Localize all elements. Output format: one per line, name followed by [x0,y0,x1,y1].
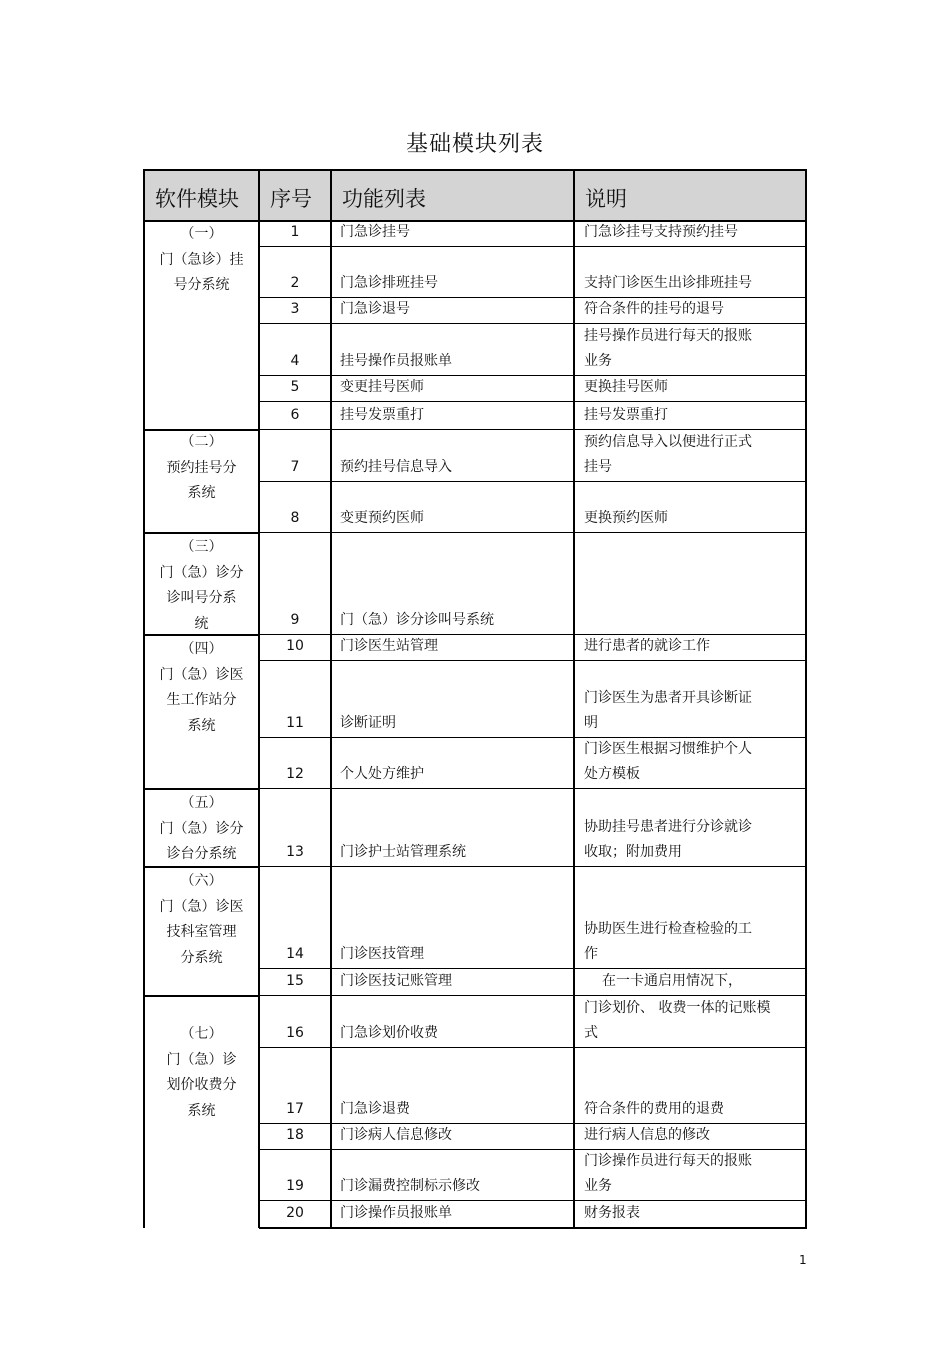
module-name-line: 预约挂号分 [166,459,237,476]
module-name-line: 门（急）诊医 [159,898,244,915]
row-number: 7 [290,459,300,475]
table-border-vertical [805,220,807,1228]
row-function: 门急诊退费 [340,1101,410,1117]
row-function: 变更挂号医师 [340,379,424,395]
description-line: 符合条件的费用的退费 [584,1101,724,1117]
row-description [584,1200,804,1227]
description-line: 明 [584,715,598,731]
row-number: 9 [290,612,300,628]
module-group-border [144,995,259,997]
row-description [584,788,804,866]
module-name [145,430,258,507]
module-name-line: 门（急）诊分 [159,820,244,837]
row-number: 6 [290,407,300,423]
header-description: 说明 [573,169,807,222]
page-number: 1 [799,1253,807,1267]
module-name-line: （三） [180,539,223,555]
module-name-line: 分系统 [180,949,223,966]
row-number: 14 [286,946,304,962]
row-number: 5 [290,379,300,395]
module-name [145,791,258,868]
row-function: 挂号发票重打 [340,407,424,423]
description-line: 预约信息导入以便进行正式 [584,434,752,450]
row-number: 15 [286,973,304,989]
module-name [145,869,258,971]
module-name-line: 统 [194,615,209,632]
row-description [584,323,804,375]
description-line: 挂号发票重打 [584,407,668,423]
description-line: 进行病人信息的修改 [584,1127,710,1143]
description-line: 进行患者的就诊工作 [584,638,710,654]
table-border-vertical [573,220,575,1228]
row-description [584,1149,804,1200]
module-name-line: 系统 [187,1102,216,1119]
module-name-line: 门（急）诊 [166,1051,237,1068]
row-number: 17 [286,1101,304,1117]
description-line: 财务报表 [584,1205,640,1221]
module-name [145,535,258,637]
row-description [584,660,804,737]
row-number: 13 [286,844,304,860]
description-line: 在一卡通启用情况下， [602,973,742,989]
module-name [145,222,258,299]
header-no: 序号 [258,169,332,222]
row-function: 门急诊退号 [340,301,410,317]
description-line: 协助医生进行检查检验的工 [584,921,752,937]
description-line: 处方模板 [584,766,640,782]
module-name-line: 诊台分系统 [166,846,237,862]
header-module: 软件模块 [143,169,260,222]
row-function: 门（急）诊分诊叫号系统 [340,612,494,628]
description-line: 支持门诊医生出诊排班挂号 [584,275,752,291]
row-function: 门诊医生站管理 [340,638,438,654]
module-name-line: 系统 [187,485,216,501]
module-name-line: 系统 [187,717,216,734]
row-description [584,737,804,788]
description-line: 门急诊挂号支持预约挂号 [584,224,738,240]
row-function: 门急诊排班挂号 [340,275,438,291]
description-line: 门诊划价、 收费一体的记账模 [584,1000,771,1016]
description-line: 协助挂号患者进行分诊就诊 [584,819,752,835]
row-function: 门急诊划价收费 [340,1025,438,1041]
module-name-line: （一） [180,226,223,242]
row-description [584,866,804,968]
row-number: 19 [286,1178,304,1194]
description-line: 符合条件的挂号的退号 [584,301,724,317]
row-number: 1 [290,224,300,240]
row-function: 门诊医技记账管理 [340,973,452,989]
row-function: 门诊医技管理 [340,946,424,962]
row-description [584,246,804,297]
description-line: 更换预约医师 [584,510,668,526]
row-description [584,634,804,660]
module-group-border [144,788,259,790]
description-line: 业务 [584,353,612,369]
table-row-border [259,1227,807,1229]
row-number: 12 [286,766,304,782]
module-name-line: 生工作站分 [166,692,237,708]
row-function: 预约挂号信息导入 [340,459,452,475]
row-description [584,297,804,323]
module-name [145,1022,258,1124]
module-name-line: （四） [180,641,223,657]
row-number: 2 [290,275,300,291]
row-description [584,401,804,429]
row-description [584,429,804,481]
module-name-line: （二） [180,434,223,450]
module-group-border [144,532,259,534]
row-function: 门诊病人信息修改 [340,1127,452,1143]
row-function: 门诊漏费控制标示修改 [340,1178,480,1194]
description-line: 挂号操作员进行每天的报账 [584,328,752,344]
module-name-line: 门（急）诊医 [159,666,244,683]
row-description [584,481,804,532]
module-name-line: （七） [180,1026,223,1042]
row-function: 诊断证明 [340,715,396,731]
row-function: 门诊操作员报账单 [340,1205,452,1221]
module-name-line: 门（急）诊分 [159,564,244,581]
module-name [145,637,258,739]
description-line: 门诊操作员进行每天的报账 [584,1153,752,1169]
description-line: 更换挂号医师 [584,379,668,395]
row-number: 10 [286,638,304,654]
module-name-line: 技科室管理 [166,924,237,940]
row-description [584,532,804,634]
row-description [584,1123,804,1149]
row-description [584,995,804,1047]
description-line: 门诊医生为患者开具诊断证 [584,690,752,706]
description-line: 业务 [584,1178,612,1194]
description-line: 作 [584,946,598,962]
row-number: 11 [286,715,304,731]
description-line: 挂号 [584,459,612,475]
module-name-line: 诊叫号分系 [166,590,237,606]
page-title: 基础模块列表 [405,132,544,157]
row-number: 4 [290,353,300,369]
row-number: 3 [290,301,300,317]
module-name-line: 号分系统 [173,277,230,293]
row-number: 20 [286,1205,304,1221]
row-number: 8 [290,510,300,526]
module-name-line: （六） [180,873,223,889]
row-number: 18 [286,1127,304,1143]
header-function: 功能列表 [330,169,575,222]
row-function: 挂号操作员报账单 [340,353,452,369]
module-name-line: 门（急诊）挂 [159,251,244,268]
row-function: 门急诊挂号 [340,224,410,240]
description-line: 门诊医生根据习惯维护个人 [584,741,752,757]
row-function: 变更预约医师 [340,510,424,526]
module-name-line: （五） [180,795,223,811]
row-function: 个人处方维护 [340,766,424,782]
module-name-line: 划价收费分 [166,1077,237,1093]
description-line: 收取；附加费用 [584,844,682,860]
description-line: 式 [584,1025,598,1041]
row-description [584,1047,804,1123]
row-description [584,968,804,995]
row-function: 门诊护士站管理系统 [340,844,466,860]
row-description [584,375,804,401]
row-number: 16 [286,1025,304,1041]
row-description [584,220,804,246]
